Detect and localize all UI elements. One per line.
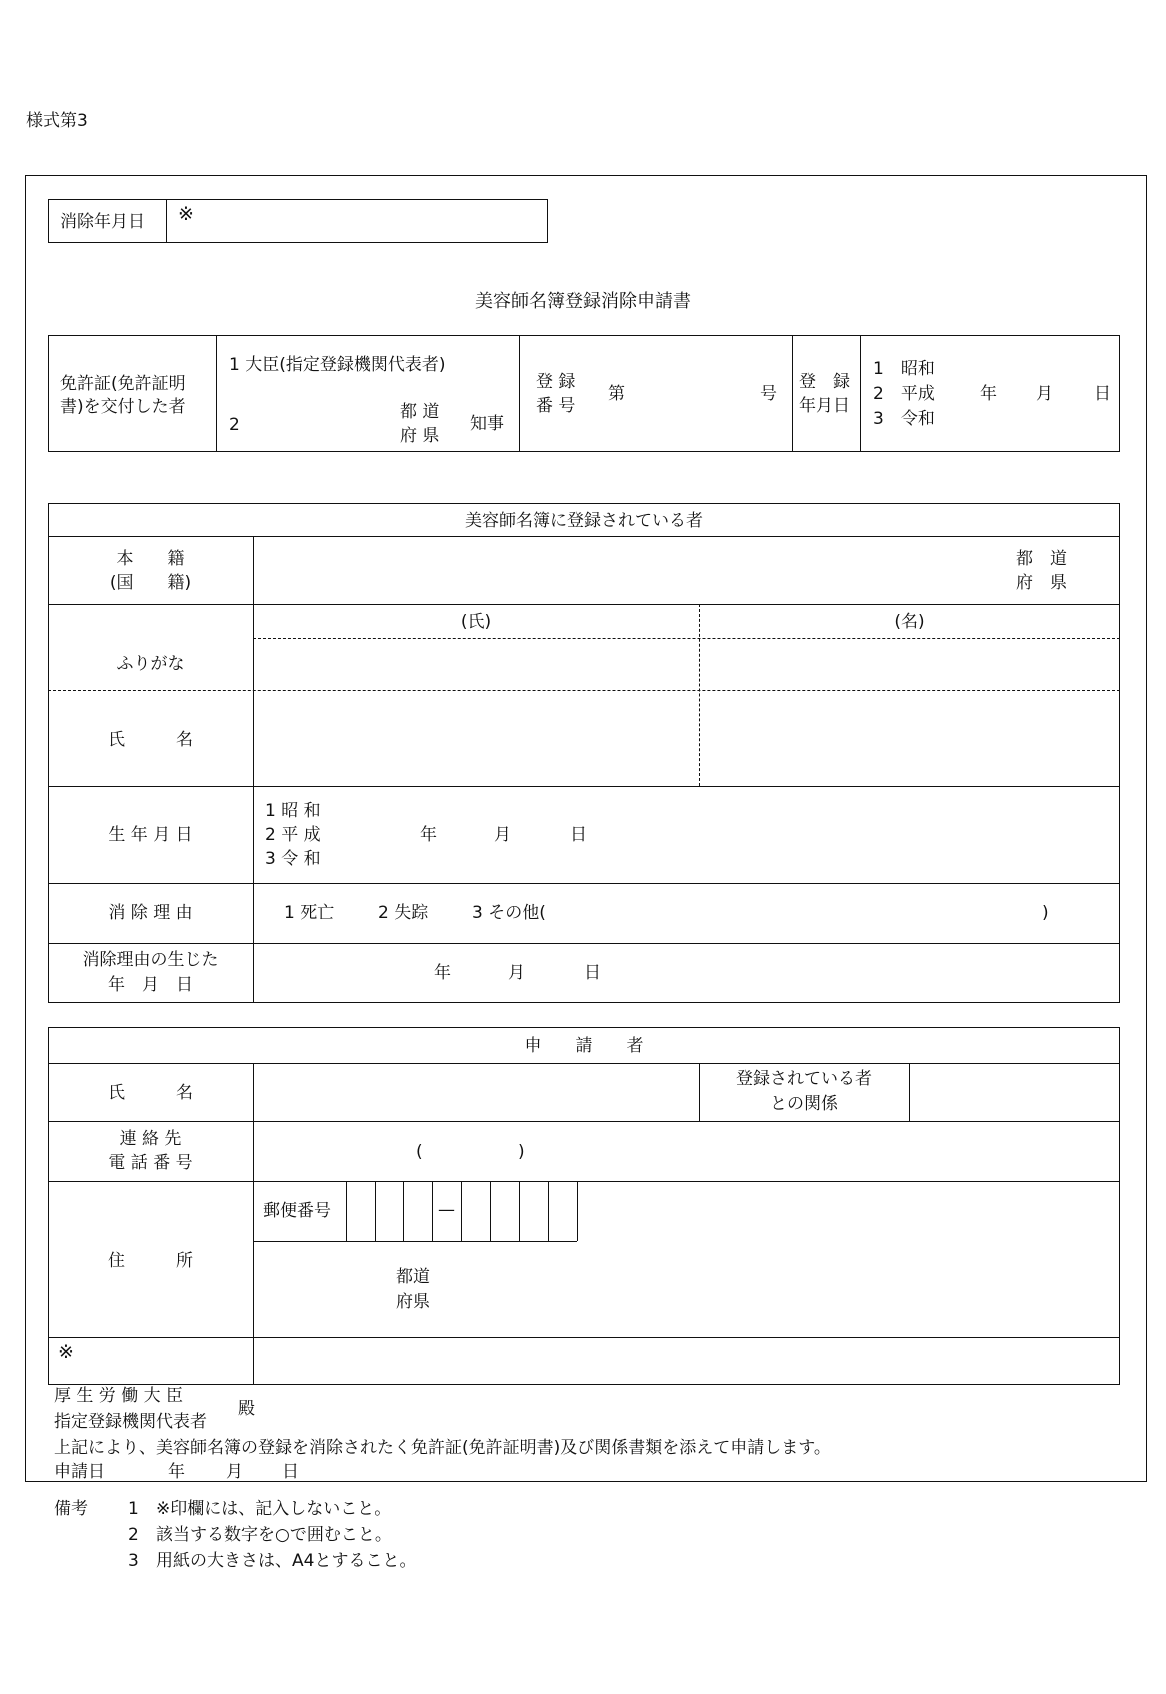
license-table bbox=[48, 335, 1120, 452]
reg-era-heisei[interactable]: 2 平成 bbox=[873, 384, 935, 404]
statement: 上記により、美容師名簿の登録を消除されたく免許証(免許証明書)及び関係書類を添えて申請します。 bbox=[54, 1438, 831, 1458]
contact-label: 連 絡 先 bbox=[119, 1129, 182, 1149]
reg-no-dai: 第 bbox=[608, 384, 625, 404]
pref-label: 都 道 bbox=[400, 402, 440, 422]
surname-input[interactable] bbox=[256, 693, 697, 783]
issuer-option-governor-num[interactable]: 2 bbox=[229, 415, 240, 435]
addressee-agency: 指定登録機関代表者 bbox=[54, 1412, 207, 1432]
notes-label: 備考 bbox=[54, 1499, 88, 1519]
occur-date-label-2: 年 月 日 bbox=[108, 975, 193, 995]
birth-day: 日 bbox=[570, 825, 587, 845]
honseki-pref-2: 府 県 bbox=[1016, 573, 1067, 593]
governor-label: 知事 bbox=[470, 414, 504, 434]
reg-date-label-2: 年月日 bbox=[799, 396, 850, 416]
reason-missing[interactable]: 2 失踪 bbox=[378, 903, 429, 923]
birth-era-heisei[interactable]: 2 平 成 bbox=[265, 825, 321, 845]
birth-label: 生 年 月 日 bbox=[108, 825, 193, 845]
furigana-surname-input[interactable] bbox=[256, 641, 697, 688]
surname-label: (氏) bbox=[460, 612, 492, 632]
honseki-label-2: (国 籍) bbox=[109, 573, 192, 593]
name-label: 氏 名 bbox=[108, 730, 193, 750]
reg-era-reiwa[interactable]: 3 令和 bbox=[873, 409, 935, 429]
reg-date-day: 日 bbox=[1094, 384, 1111, 404]
reason-label: 消 除 理 由 bbox=[108, 903, 193, 923]
form-label: 様式第3 bbox=[26, 111, 88, 131]
birth-era-showa[interactable]: 1 昭 和 bbox=[265, 801, 321, 821]
phone-input[interactable] bbox=[256, 1124, 1118, 1178]
reg-date-month: 月 bbox=[1036, 384, 1053, 404]
addressee-dono: 殿 bbox=[238, 1399, 255, 1419]
note-num: 1 bbox=[128, 1499, 139, 1519]
office-use-mark: ※ bbox=[58, 1341, 74, 1363]
note-num: 2 bbox=[128, 1525, 139, 1545]
applicant-name-input[interactable] bbox=[256, 1066, 697, 1118]
reg-no-label-2: 番 号 bbox=[536, 396, 576, 416]
reason-close-paren: ) bbox=[1042, 903, 1049, 923]
apply-date-month: 月 bbox=[226, 1462, 243, 1482]
issuer-label-2: 書)を交付した者 bbox=[60, 397, 186, 417]
furigana-given-input[interactable] bbox=[702, 641, 1118, 688]
postal-digit-4[interactable] bbox=[463, 1184, 488, 1239]
honseki-label: 本 籍 bbox=[116, 549, 185, 569]
note-item: 該当する数字を○で囲むこと。 bbox=[156, 1525, 392, 1545]
furigana-label: ふりがな bbox=[116, 654, 185, 674]
birth-year: 年 bbox=[420, 825, 437, 845]
applicant-name-label: 氏 名 bbox=[108, 1083, 193, 1103]
phone-paren-open: ( bbox=[416, 1142, 423, 1162]
registrant-header: 美容師名簿に登録されている者 bbox=[465, 511, 703, 531]
postal-digit-3[interactable] bbox=[405, 1184, 430, 1239]
applicant-header: 申 請 者 bbox=[524, 1036, 644, 1056]
phone-paren-close: ) bbox=[518, 1142, 525, 1162]
office-use-field bbox=[256, 1340, 1118, 1383]
apply-date-day: 日 bbox=[282, 1462, 299, 1482]
issuer-label: 免許証(免許証明 bbox=[60, 374, 186, 394]
reg-no-go: 号 bbox=[760, 384, 777, 404]
reg-no-input[interactable] bbox=[630, 370, 755, 406]
reg-no-label: 登 録 bbox=[536, 372, 576, 392]
pref-label-2: 府 県 bbox=[400, 426, 440, 446]
address-input[interactable] bbox=[440, 1245, 1118, 1335]
note-item: 用紙の大きさは、A4とすること。 bbox=[156, 1551, 417, 1571]
issuer-option-minister[interactable]: 1 大臣(指定登録機関代表者) bbox=[229, 355, 446, 375]
relation-input[interactable] bbox=[912, 1066, 1118, 1118]
birth-month: 月 bbox=[494, 825, 511, 845]
page-title: 美容師名簿登録消除申請書 bbox=[475, 291, 691, 312]
reg-date-label: 登 録 bbox=[799, 372, 850, 392]
relation-label-2: との関係 bbox=[770, 1094, 838, 1114]
note-item: ※印欄には、記入しないこと。 bbox=[156, 1499, 392, 1519]
reason-death[interactable]: 1 死亡 bbox=[284, 903, 335, 923]
reason-other-input[interactable] bbox=[560, 890, 1035, 936]
reg-date-year: 年 bbox=[980, 384, 997, 404]
deletion-date-mark: ※ bbox=[178, 203, 194, 225]
postal-dash: — bbox=[438, 1200, 455, 1220]
postal-digit-6[interactable] bbox=[521, 1184, 546, 1239]
apply-date-label: 申請日 bbox=[54, 1462, 105, 1482]
honseki-pref: 都 道 bbox=[1016, 549, 1067, 569]
address-pref: 都道 bbox=[396, 1267, 430, 1287]
occur-date-input[interactable] bbox=[256, 946, 1118, 1001]
note-num: 3 bbox=[128, 1551, 139, 1571]
contact-label-2: 電 話 番 号 bbox=[108, 1153, 193, 1173]
given-name-label: (名) bbox=[894, 612, 925, 632]
occur-year: 年 bbox=[434, 963, 451, 983]
apply-date-year: 年 bbox=[168, 1462, 185, 1482]
deletion-date-input[interactable] bbox=[168, 200, 546, 241]
postal-digit-5[interactable] bbox=[492, 1184, 517, 1239]
address-label: 住 所 bbox=[108, 1251, 193, 1271]
address-pref-2: 府県 bbox=[396, 1292, 430, 1312]
reg-era-showa[interactable]: 1 昭和 bbox=[873, 359, 935, 379]
reason-other[interactable]: 3 その他( bbox=[472, 903, 546, 923]
birth-era-reiwa[interactable]: 3 令 和 bbox=[265, 849, 321, 869]
given-name-input[interactable] bbox=[702, 693, 1118, 783]
occur-date-label: 消除理由の生じた bbox=[82, 950, 219, 970]
postal-code-label: 郵便番号 bbox=[263, 1201, 331, 1221]
addressee-minister: 厚 生 労 働 大 臣 bbox=[54, 1386, 184, 1406]
relation-label: 登録されている者 bbox=[736, 1069, 872, 1089]
honseki-input[interactable] bbox=[256, 540, 996, 600]
postal-digit-2[interactable] bbox=[377, 1184, 401, 1239]
occur-month: 月 bbox=[508, 963, 525, 983]
deletion-date-label: 消除年月日 bbox=[60, 212, 145, 232]
postal-digit-1[interactable] bbox=[348, 1184, 373, 1239]
postal-digit-7[interactable] bbox=[550, 1184, 575, 1239]
occur-day: 日 bbox=[584, 963, 601, 983]
